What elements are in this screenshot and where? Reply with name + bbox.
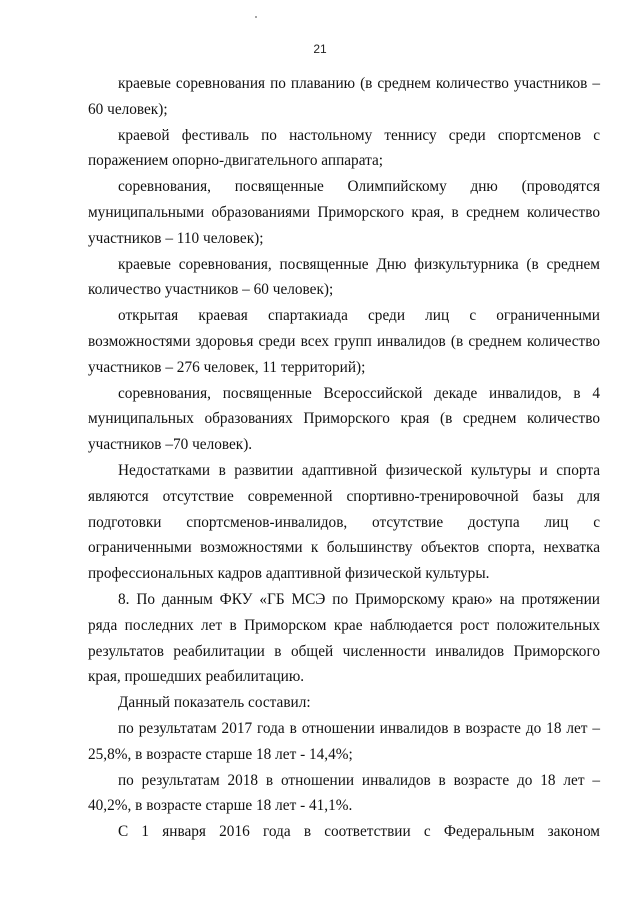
paragraph-disability-decade: соревнования, посвященные Всероссийской декаде инвалидов, в 4 муниципальных образованиях Приморского края (в среднем количество участников –70 человек). [88, 384, 600, 454]
page-number: 21 [313, 42, 327, 56]
paragraph-olympic-day: соревнования, посвященные Олимпийскому дню (проводятся муниципальными образованиями Приморского края, в среднем количество участников – 110 человек); [88, 178, 600, 247]
scan-speck [255, 16, 257, 18]
body-text [88, 71, 600, 845]
paragraph-results-2018: по результатам 2018 в отношении инвалидов в возрасте до 18 лет – 40,2%, в возрасте старше 18 лет - 41,1%. [88, 771, 600, 815]
paragraph-swimming: краевые соревнования по плаванию (в среднем количество участников – 60 человек); [88, 75, 600, 118]
paragraph-spartakiad: открытая краевая спартакиада среди лиц с ограниченными возможностями здоровья среди всех групп инвалидов (в среднем количество участников – 276 человек, 11 территорий); [88, 307, 600, 376]
paragraph-federal-law: С 1 января 2016 года в соответствии с Федеральным законом [118, 823, 600, 841]
paragraph-shortcomings: Недостатками в развитии адаптивной физической культуры и спорта являются отсутствие современной спортивно-тренировочной базы для подготовки спортсменов-инвалидов, отсутствие доступа лиц с ограниченными возможностями к большинству объектов спорта, нехватка профессиональных кадров адаптивной физической культуры. [88, 461, 600, 583]
paragraph-indicator: Данный показатель составил: [118, 694, 311, 712]
paragraph-sports-day: краевые соревнования, посвященные Дню физкультурника (в среднем количество участников – 60 человек); [88, 255, 600, 299]
paragraph-section-8: 8. По данным ФКУ «ГБ МСЭ по Приморскому краю» на протяжении ряда последних лет в Приморском крае наблюдается рост положительных результатов реабилитации в общей численности инвалидов Приморского края, прошедших реабилитацию. [88, 590, 600, 686]
paragraph-results-2017: по результатам 2017 года в отношении инвалидов в возрасте до 18 лет – 25,8%, в возрасте старше 18 лет - 14,4%; [88, 719, 600, 763]
paragraph-table-tennis: краевой фестиваль по настольному теннису среди спортсменов с поражением опорно-двигательного аппарата; [88, 126, 600, 170]
